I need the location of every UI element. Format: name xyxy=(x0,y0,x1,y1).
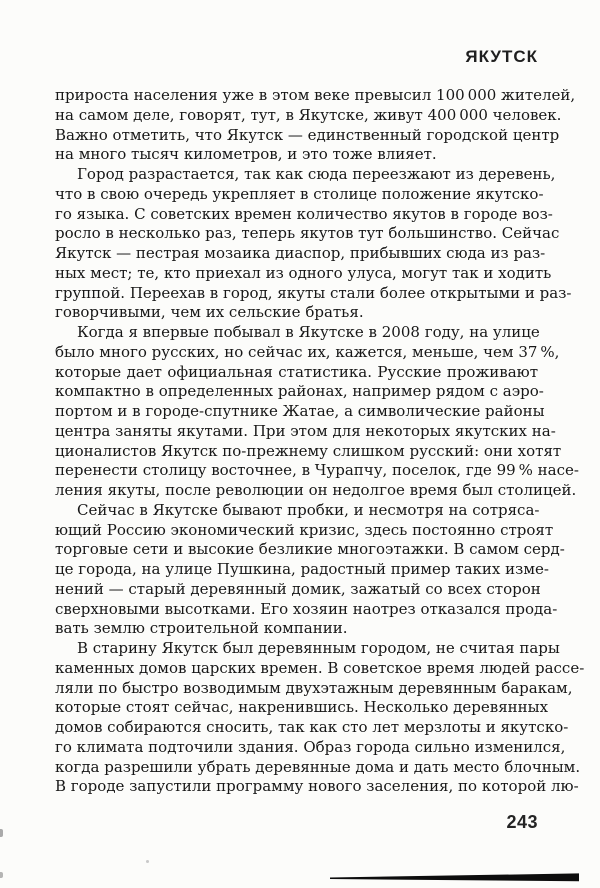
text-line: прироста населения уже в этом веке превысил 100 000 жителей, xyxy=(55,86,576,104)
text-line: ляли по быстро возводимым двухэтажным деревянным баракам, xyxy=(55,678,573,697)
text-line: В городе запустили программу нового заселения, по которой лю- xyxy=(55,777,579,796)
text-line: В старину Якутск был деревянным городом, не считая пары xyxy=(77,639,560,657)
text-line: ных мест; те, кто приехал из одного улуса, могут так и ходить xyxy=(55,263,552,282)
text-line: каменных домов царских времен. В советское время людей рассе- xyxy=(55,658,585,677)
text-line: на много тысяч километров, и это тоже влияет. xyxy=(55,145,437,164)
scan-speck xyxy=(0,872,3,878)
text-line: Сейчас в Якутске бывают пробки, и несмотря на сотряса- xyxy=(77,500,540,519)
paragraph xyxy=(55,165,572,323)
text-line: когда разрешили убрать деревянные дома и дать место блочным. xyxy=(55,757,581,776)
page-edge-shadow xyxy=(330,872,579,882)
running-header: ЯКУТСК xyxy=(465,47,538,66)
scan-speck xyxy=(146,860,149,863)
text-line: которые стоят сейчас, накренившись. Несколько деревянных xyxy=(55,698,549,717)
text-line: ющий Россию экономический кризис, здесь постоянно строят xyxy=(55,520,554,539)
text-line: Важно отметить, что Якутск — единственный городской центр xyxy=(55,125,560,144)
text-line: домов собираются сносить, так как сто лет мерзлоты и якутско- xyxy=(55,718,569,736)
paragraph xyxy=(55,86,576,165)
scan-speck xyxy=(0,829,3,837)
text-line: компактно в определенных районах, например рядом с аэро- xyxy=(55,382,544,401)
text-line: портом и в городе-спутнике Жатае, а символические районы xyxy=(55,402,545,420)
text-line: группой. Переехав в город, якуты стали более открытыми и раз- xyxy=(55,283,572,302)
text-line: Якутск — пестрая мозаика диаспор, прибывших сюда из раз- xyxy=(55,244,546,262)
text-line: Когда я впервые побывал в Якутске в 2008 году, на улице xyxy=(77,323,540,341)
text-line: торговые сети и высокие безликие многоэтажки. В самом серд- xyxy=(55,540,565,559)
paragraph xyxy=(55,500,565,639)
page-number: 243 xyxy=(506,812,538,832)
body-text xyxy=(55,86,585,797)
text-line: что в свою очередь укрепляет в столице положение якутско- xyxy=(55,184,544,203)
text-line: на самом деле, говорят, тут, в Якутске, живут 400 000 человек. xyxy=(55,105,562,124)
text-line: перенести столицу восточнее, в Чурапчу, поселок, где 99 % насе- xyxy=(55,461,579,480)
text-line: говорчивыми, чем их сельские братья. xyxy=(55,303,364,322)
paragraph xyxy=(55,323,579,501)
text-line: вать землю строительной компании. xyxy=(55,619,348,638)
text-line: было много русских, но сейчас их, кажется, меньше, чем 37 %, xyxy=(55,342,560,361)
text-line: росло в несколько раз, теперь якутов тут большинство. Сейчас xyxy=(55,224,560,243)
text-line: Город разрастается, так как сюда переезжают из деревень, xyxy=(77,165,556,183)
text-line: ления якуты, после революции он недолгое время был столицей. xyxy=(55,481,577,499)
paragraph xyxy=(55,639,585,797)
text-line: це города, на улице Пушкина, радостный пример таких изме- xyxy=(55,560,549,578)
text-line: сверхновыми высотками. Его хозяин наотрез отказался прода- xyxy=(55,599,558,618)
text-line: нений — старый деревянный домик, зажатый со всех сторон xyxy=(55,579,541,598)
text-line: ционалистов Якутск по-прежнему слишком русский: они хотят xyxy=(55,441,562,460)
text-line: го языка. С советских времен количество якутов в городе воз- xyxy=(55,204,553,223)
text-line: которые дает официальная статистика. Русские проживают xyxy=(55,362,538,381)
text-line: центра заняты якутами. При этом для некоторых якутских на- xyxy=(55,421,556,440)
text-line: го климата подточили здания. Образ города сильно изменился, xyxy=(55,737,566,756)
